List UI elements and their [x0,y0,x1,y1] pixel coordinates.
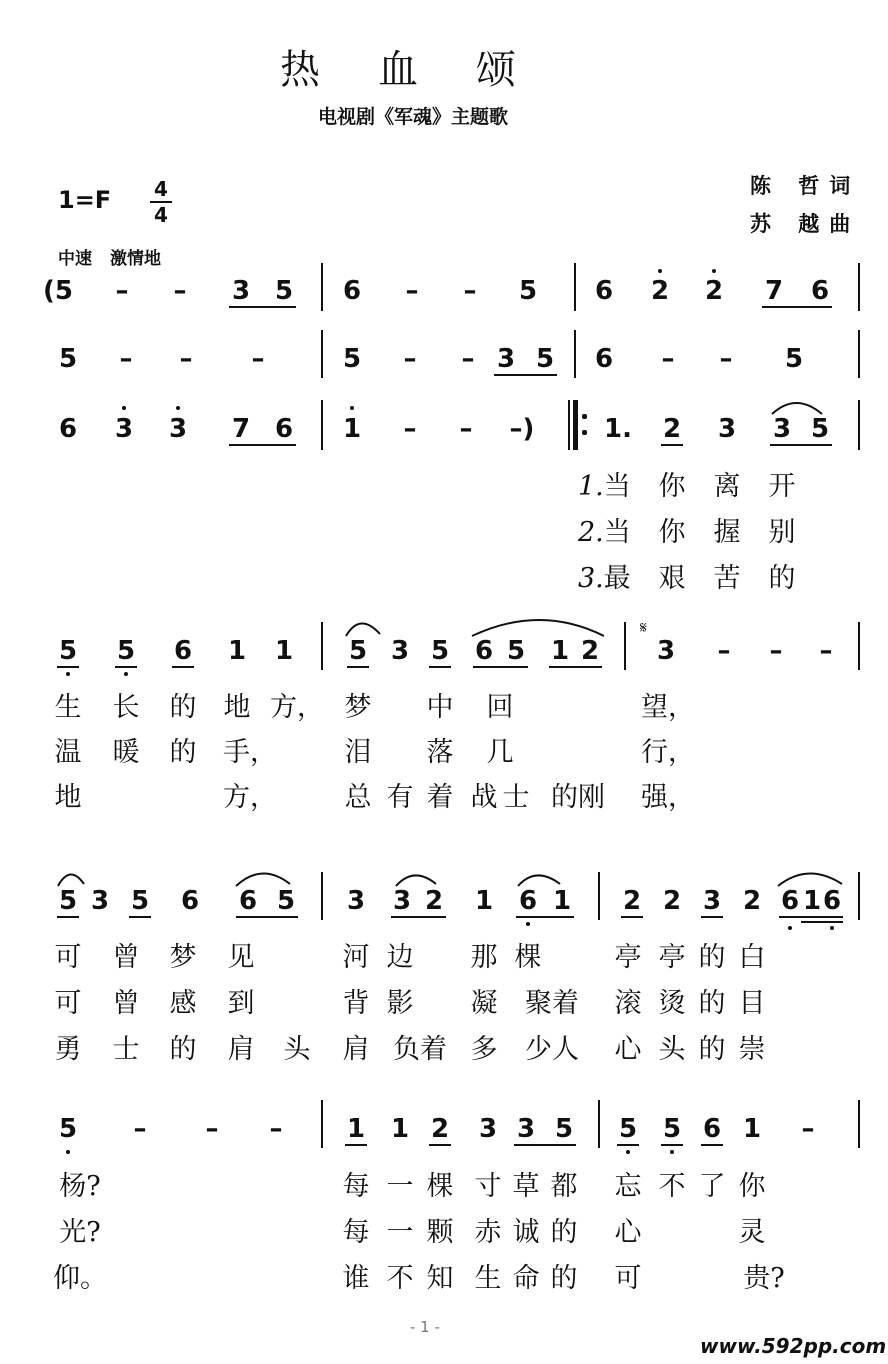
key-signature: 1=F [58,186,112,214]
note: 6 [594,276,614,306]
note: 5 [554,1114,574,1144]
note: 6 [822,886,842,916]
lyric-syllable: 少人 [525,1034,579,1065]
note: 2 [662,886,682,916]
note: 3 [772,414,792,444]
note: – [133,1114,147,1144]
lyric-syllable: 你 [658,517,686,548]
note: – [403,344,417,374]
lyric-syllable: 方， [270,692,324,723]
note: 3 [496,344,516,374]
lyricist-credit: 陈 哲词 [750,174,861,198]
note: 5 [618,1114,638,1144]
lyric-syllable: 曾 [112,988,140,1019]
lyric-syllable: 落 [426,737,454,768]
note: – [769,636,783,666]
note: – [661,344,675,374]
lyric-syllable: 的刚 [551,782,605,813]
slur [396,875,436,886]
lyric-syllable: 诚 [512,1217,540,1248]
note: (5 [43,276,73,306]
lyric-syllable: 中 [426,692,454,723]
note: – [719,344,733,374]
lyric-syllable: 梦 [344,692,372,723]
lyric-syllable: 地 [54,782,82,813]
lyric-syllable: 负着 [393,1034,447,1065]
lyric-syllable: 长 [112,692,140,723]
lyric-syllable: 可 [54,942,82,973]
lyric-syllable: 的 [768,563,796,594]
lyric-syllable: 手， [223,737,277,768]
lyric-syllable: 知 [426,1263,454,1294]
lyric-syllable: 谁 [342,1263,370,1294]
lyric-syllable: 暖 [112,737,140,768]
note: 2 [580,636,600,666]
note: – [717,636,731,666]
note: 3 [702,886,722,916]
note: 2 [704,276,724,306]
note: 3 [90,886,110,916]
note: 7 [231,414,251,444]
note: – [463,276,477,306]
lyric-syllable: 握 [713,517,741,548]
lyric-syllable: 都 [550,1171,578,1202]
note: 1 [346,1114,366,1144]
lyric-syllable: 聚着 [525,988,579,1019]
lyric-syllable: 离 [713,471,741,502]
note: 3 [717,414,737,444]
note: 5 [430,636,450,666]
lyric-syllable: 滚 [614,988,642,1019]
note: 6 [780,886,800,916]
lyric-syllable: 强， [641,782,695,813]
note: 5 [342,344,362,374]
note: 5 [58,886,78,916]
note: 5 [130,886,150,916]
lyric-syllable: 那 [470,942,498,973]
lyric-syllable: 生 [54,692,82,723]
note: 5 [518,276,538,306]
lyric-syllable: 可 [54,988,82,1019]
verse-number: 2. [578,517,604,548]
note: –) [509,414,535,444]
note: 5 [58,344,78,374]
note: 5 [276,886,296,916]
lyric-syllable: 别 [768,517,796,548]
lyric-syllable: 光? [59,1217,101,1248]
lyric-syllable: 的 [550,1217,578,1248]
verse-number: 3. [578,563,604,594]
note: 6 [518,886,538,916]
note: 1 [802,886,822,916]
lyric-syllable: 灵 [738,1217,766,1248]
note: 5 [348,636,368,666]
lyric-syllable: 的 [698,988,726,1019]
note: 1 [550,636,570,666]
lyric-syllable: 勇 [54,1034,82,1065]
lyric-syllable: 苦 [713,563,741,594]
note: 3 [392,886,412,916]
lyric-syllable: 艰 [658,563,686,594]
note: 7 [764,276,784,306]
lyric-syllable: 行， [641,737,695,768]
lyric-syllable: 生 [474,1263,502,1294]
note: 6 [474,636,494,666]
lyric-syllable: 的 [698,942,726,973]
lyric-syllable: 赤 [474,1217,502,1248]
song-title: 热血颂 [280,47,574,93]
lyric-syllable: 到 [227,988,255,1019]
lyric-syllable: 棵 [514,942,542,973]
segno-icon: 𝄋 [640,618,647,637]
slur [772,403,822,414]
note: 1 [552,886,572,916]
page-number: - 1 - [410,1318,440,1336]
note: 5 [116,636,136,666]
lyric-syllable: 颗 [426,1217,454,1248]
note: 3 [346,886,366,916]
lyric-syllable: 着 [426,782,454,813]
lyric-syllable: 边 [386,942,414,973]
note: 6 [173,636,193,666]
note: 5 [784,344,804,374]
note: 5 [274,276,294,306]
song-subtitle: 电视剧《军魂》主题歌 [318,106,509,128]
note: 1 [274,636,294,666]
lyric-syllable: 贵? [743,1263,785,1294]
lyric-syllable: 草 [512,1171,540,1202]
lyric-syllable: 了 [698,1171,726,1202]
note: 2 [662,414,682,444]
lyric-syllable: 的 [169,737,197,768]
note: – [251,344,265,374]
lyric-syllable: 的 [169,1034,197,1065]
lyric-syllable: 忘 [614,1171,642,1202]
lyric-syllable: 回 [486,692,514,723]
note: 1 [474,886,494,916]
lyric-syllable: 当 [603,517,631,548]
lyric-syllable: 心 [614,1217,642,1248]
lyric-syllable: 见 [227,942,255,973]
note: 3 [168,414,188,444]
note: – [179,344,193,374]
lyric-syllable: 的 [169,692,197,723]
lyric-syllable: 的 [550,1263,578,1294]
lyric-syllable: 开 [768,471,796,502]
note: 2 [424,886,444,916]
note: 6 [58,414,78,444]
note: 3 [390,636,410,666]
lyric-syllable: 有 [386,782,414,813]
lyric-syllable: 梦 [169,942,197,973]
lyric-syllable: 战 [470,782,498,813]
note: 3 [656,636,676,666]
lyric-syllable: 目 [738,988,766,1019]
lyric-syllable: 亭 [614,942,642,973]
note: – [405,276,419,306]
note: 5 [662,1114,682,1144]
note: 1. [604,414,632,444]
lyric-syllable: 影 [386,988,414,1019]
lyric-syllable: 士 [502,782,530,813]
note: 5 [535,344,555,374]
lyric-syllable: 感 [169,988,197,1019]
tempo-speed: 中速 [58,249,92,269]
note: 3 [231,276,251,306]
note: 6 [180,886,200,916]
lyric-syllable: 不 [658,1171,686,1202]
note: – [459,414,473,444]
note: 2 [650,276,670,306]
note: – [119,344,133,374]
note: – [403,414,417,444]
lyric-syllable: 杨? [59,1171,101,1202]
note: – [115,276,129,306]
note: – [205,1114,219,1144]
lyric-syllable: 命 [512,1263,540,1294]
composer-credit: 苏 越曲 [750,212,861,236]
lyric-syllable: 当 [603,471,631,502]
lyric-syllable: 望， [641,692,695,723]
verse-number: 1. [578,471,604,502]
lyric-syllable: 的 [698,1034,726,1065]
lyric-syllable: 最 [603,563,631,594]
note: 6 [810,276,830,306]
lyric-syllable: 头 [658,1034,686,1065]
lyric-syllable: 亭 [658,942,686,973]
note: 5 [58,636,78,666]
note: 5 [58,1114,78,1144]
note: 1 [227,636,247,666]
lyric-syllable: 白 [738,942,766,973]
note: 2 [742,886,762,916]
lyric-syllable: 仰。 [53,1263,107,1294]
lyric-syllable: 方， [223,782,277,813]
lyric-syllable: 崇 [738,1034,766,1065]
slur [346,623,380,636]
slur [236,873,290,886]
lyric-syllable: 多 [470,1034,498,1065]
note: – [269,1114,283,1144]
note: 2 [622,886,642,916]
lyric-syllable: 每 [342,1171,370,1202]
note: 5 [506,636,526,666]
note: 1 [390,1114,410,1144]
lyric-syllable: 心 [614,1034,642,1065]
watermark-text: www.592pp.com [700,1334,887,1358]
note: 1 [342,414,362,444]
lyric-syllable: 烫 [658,988,686,1019]
note: 5 [810,414,830,444]
note: – [801,1114,815,1144]
note: 3 [516,1114,536,1144]
lyric-syllable: 泪 [344,737,372,768]
note: 1 [742,1114,762,1144]
lyric-syllable: 棵 [426,1171,454,1202]
lyric-syllable: 每 [342,1217,370,1248]
lyric-syllable: 温 [54,737,82,768]
slur [472,620,604,636]
lyric-syllable: 几 [486,737,514,768]
lyric-syllable: 你 [738,1171,766,1202]
lyric-syllable: 地 [223,692,251,723]
note: 6 [702,1114,722,1144]
lyric-syllable: 一 [386,1171,414,1202]
note: 2 [430,1114,450,1144]
lyric-syllable: 背 [342,988,370,1019]
lyric-syllable: 不 [386,1263,414,1294]
time-signature-bottom: 4 [154,203,168,227]
note: – [819,636,833,666]
lyric-syllable: 河 [342,942,370,973]
note: 6 [274,414,294,444]
note: 6 [342,276,362,306]
time-signature-top: 4 [154,177,168,201]
lyric-syllable: 可 [614,1263,642,1294]
lyric-syllable: 凝 [470,988,498,1019]
lyric-syllable: 曾 [112,942,140,973]
note: 6 [238,886,258,916]
slur [778,873,842,886]
slur [518,875,560,886]
lyric-syllable: 总 [344,782,372,813]
lyric-syllable: 士 [112,1034,140,1065]
note: – [461,344,475,374]
slur [58,874,84,886]
lyric-syllable: 寸 [474,1171,502,1202]
lyric-syllable: 肩 [342,1034,370,1065]
note: 6 [594,344,614,374]
note: 3 [114,414,134,444]
tempo-expression: 激情地 [110,249,161,269]
lyric-syllable: 头 [283,1034,311,1065]
lyric-syllable: 你 [658,471,686,502]
lyric-syllable: 一 [386,1217,414,1248]
note: 3 [478,1114,498,1144]
lyric-syllable: 肩 [227,1034,255,1065]
note: – [173,276,187,306]
